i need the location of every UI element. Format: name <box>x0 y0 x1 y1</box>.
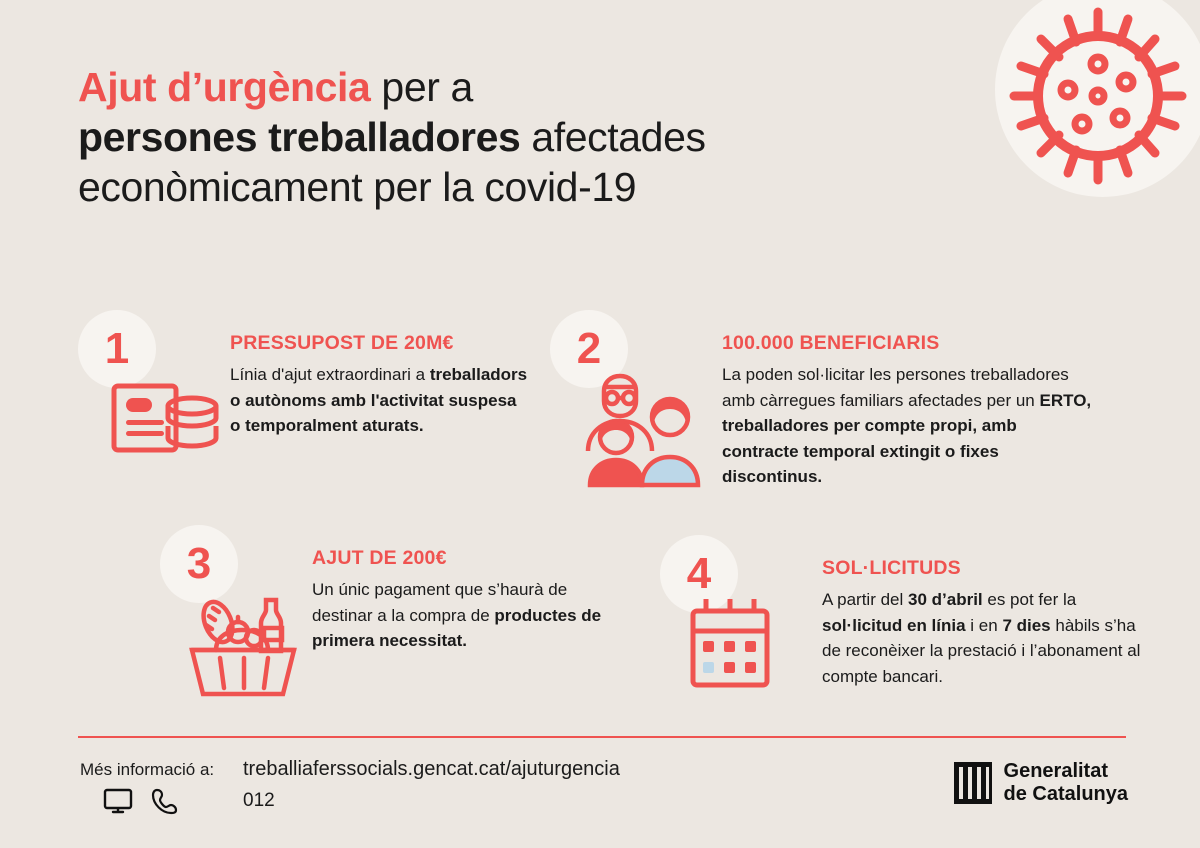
title-highlight: Ajut d’urgència <box>78 64 371 110</box>
item-3-title: AJUT DE 200€ <box>312 547 447 569</box>
info-phone: 012 <box>243 790 275 811</box>
title-line-3: econòmicament per la covid-19 <box>78 164 637 211</box>
footer-contact-icons <box>103 787 179 815</box>
phone-icon <box>151 787 179 815</box>
generalitat-shield-icon <box>954 762 992 804</box>
family-icon <box>574 365 704 495</box>
item-3-number: 3 <box>186 539 212 588</box>
item-3-body: Un únic pagament que s’haurà de destinar a la compra de productes de primera necessitat. <box>312 580 602 650</box>
virus-icon <box>1008 6 1188 186</box>
money-icon <box>110 370 222 465</box>
generalitat-line-1: Generalitat <box>1003 760 1108 782</box>
title-line-1 <box>78 62 978 112</box>
page-title <box>78 62 978 212</box>
generalitat-text <box>1004 760 1128 806</box>
item-4-body: A partir del 30 d’abril es pot fer la sol·licitud en línia i en 7 dies hàbils s’ha de reconèixer la prestació i l’abonament al compte bancari. <box>822 590 1141 686</box>
computer-icon <box>103 788 133 814</box>
item-4-number: 4 <box>686 549 712 598</box>
coronavirus-illustration <box>985 0 1200 205</box>
calendar-icon <box>688 595 793 700</box>
generalitat-line-2: de Catalunya <box>1003 783 1128 806</box>
title-line-1-rest: per a <box>370 64 473 110</box>
generalitat-logo <box>954 760 1128 806</box>
title-line-2-rest: afectades <box>520 114 706 161</box>
item-2-number: 2 <box>576 324 602 373</box>
more-info-label: Més informació a: <box>80 760 215 779</box>
title-line-2-bold: persones treballadores <box>78 114 521 161</box>
item-1-title: PRESSUPOST DE 20M€ <box>230 332 454 354</box>
info-url[interactable]: treballiaferssocials.gencat.cat/ajuturgencia <box>243 758 620 780</box>
item-4-title: SOL·LICITUDS <box>822 557 961 579</box>
shopping-basket-icon <box>180 580 305 710</box>
item-1-number: 1 <box>104 324 130 373</box>
title-line-2 <box>78 112 978 162</box>
item-2-title: 100.000 BENEFICIARIS <box>722 332 940 354</box>
item-2-body: La poden sol·licitar les persones treballadores amb càrregues familiars afectades per un ERTO, treballadores per compte propi, amb contracte temporal extingit o fixes discontinus. <box>722 365 1092 486</box>
item-1-body: Línia d'ajut extraordinari a treballadors o autònoms amb l'activitat suspesa o temporalment aturats. <box>230 365 528 435</box>
footer-divider <box>78 736 1126 738</box>
